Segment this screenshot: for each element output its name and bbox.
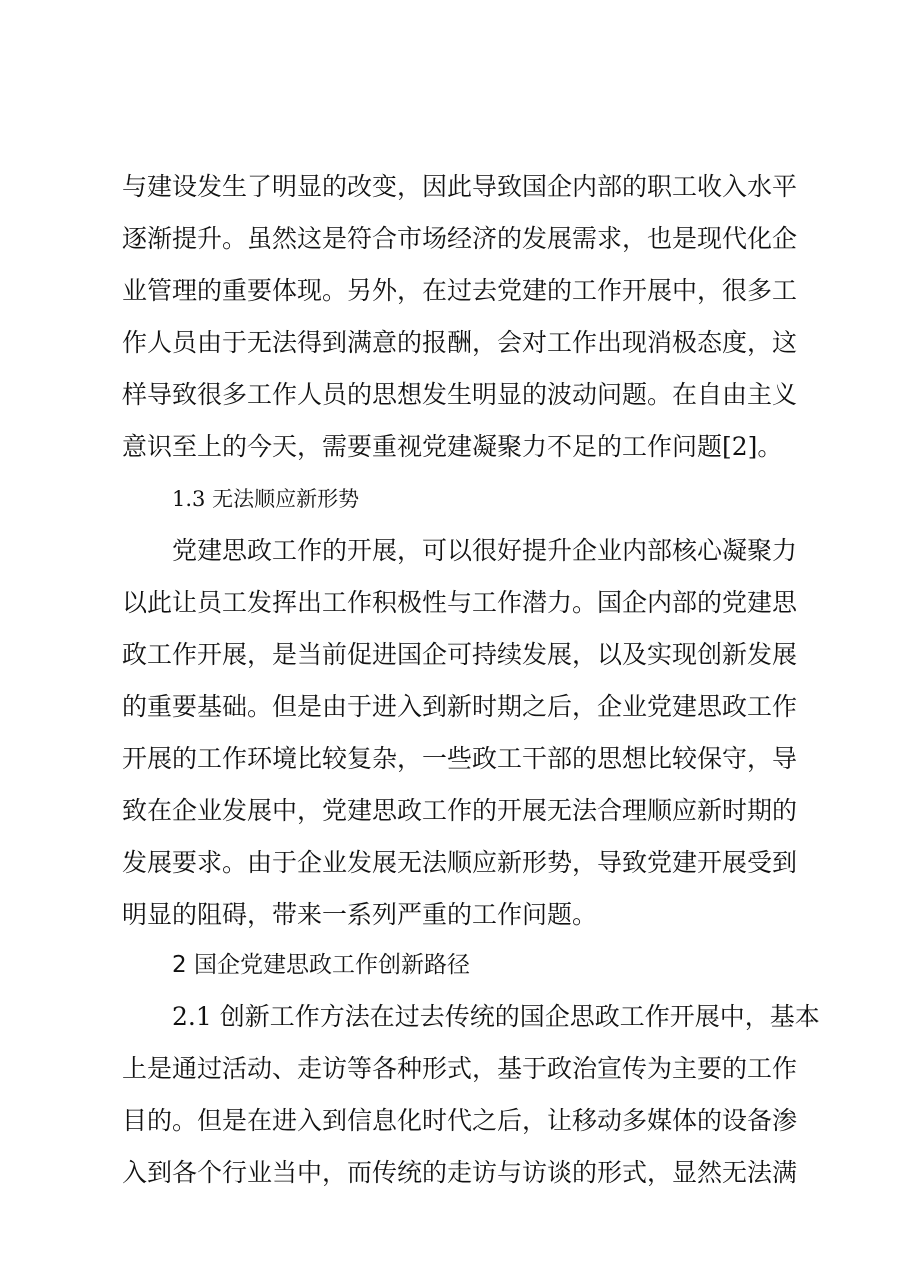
text-line: 致在企业发展中，党建思政工作的开展无法合理顺应新时期的 <box>122 796 798 825</box>
text-line: 作人员由于无法得到满意的报酬，会对工作出现消极态度，这 <box>122 328 798 357</box>
text-line: 的重要基础。但是由于进入到新时期之后，企业党建思政工作 <box>122 692 798 721</box>
text-line: 意识至上的今天，需要重视党建凝聚力不足的工作问题[2]。 <box>122 432 783 461</box>
text-line: 党建思政工作的开展，可以很好提升企业内部核心凝聚力 <box>172 536 798 565</box>
text-line: 业管理的重要体现。另外，在过去党建的工作开展中，很多工 <box>122 276 798 305</box>
text-line: 开展的工作环境比较复杂，一些政工干部的思想比较保守，导 <box>122 744 798 773</box>
text-line: 明显的阻碍，带来一系列严重的工作问题。 <box>122 900 598 929</box>
text-line: 上是通过活动、走访等各种形式，基于政治宣传为主要的工作 <box>122 1054 798 1083</box>
text-line: 样导致很多工作人员的思想发生明显的波动问题。在自由主义 <box>122 380 798 409</box>
text-line: 目的。但是在进入到信息化时代之后，让移动多媒体的设备渗 <box>122 1106 798 1135</box>
text-line: 发展要求。由于企业发展无法顺应新形势，导致党建开展受到 <box>122 848 798 877</box>
text-line: 与建设发生了明显的改变，因此导致国企内部的职工收入水平 <box>122 172 798 201</box>
text-line: 入到各个行业当中，而传统的走访与访谈的形式，显然无法满 <box>122 1158 798 1187</box>
text-line: 以此让员工发挥出工作积极性与工作潜力。国企内部的党建思 <box>122 588 798 617</box>
text-line: 逐渐提升。虽然这是符合市场经济的发展需求，也是现代化企 <box>122 224 798 253</box>
section-heading-1-3: 1.3 无法顺应新形势 <box>172 487 360 511</box>
text-line: 2.1 创新工作方法在过去传统的国企思政工作开展中，基本 <box>172 1002 820 1031</box>
section-heading-2: 2 国企党建思政工作创新路径 <box>172 952 470 978</box>
text-line: 政工作开展，是当前促进国企可持续发展，以及实现创新发展 <box>122 640 798 669</box>
